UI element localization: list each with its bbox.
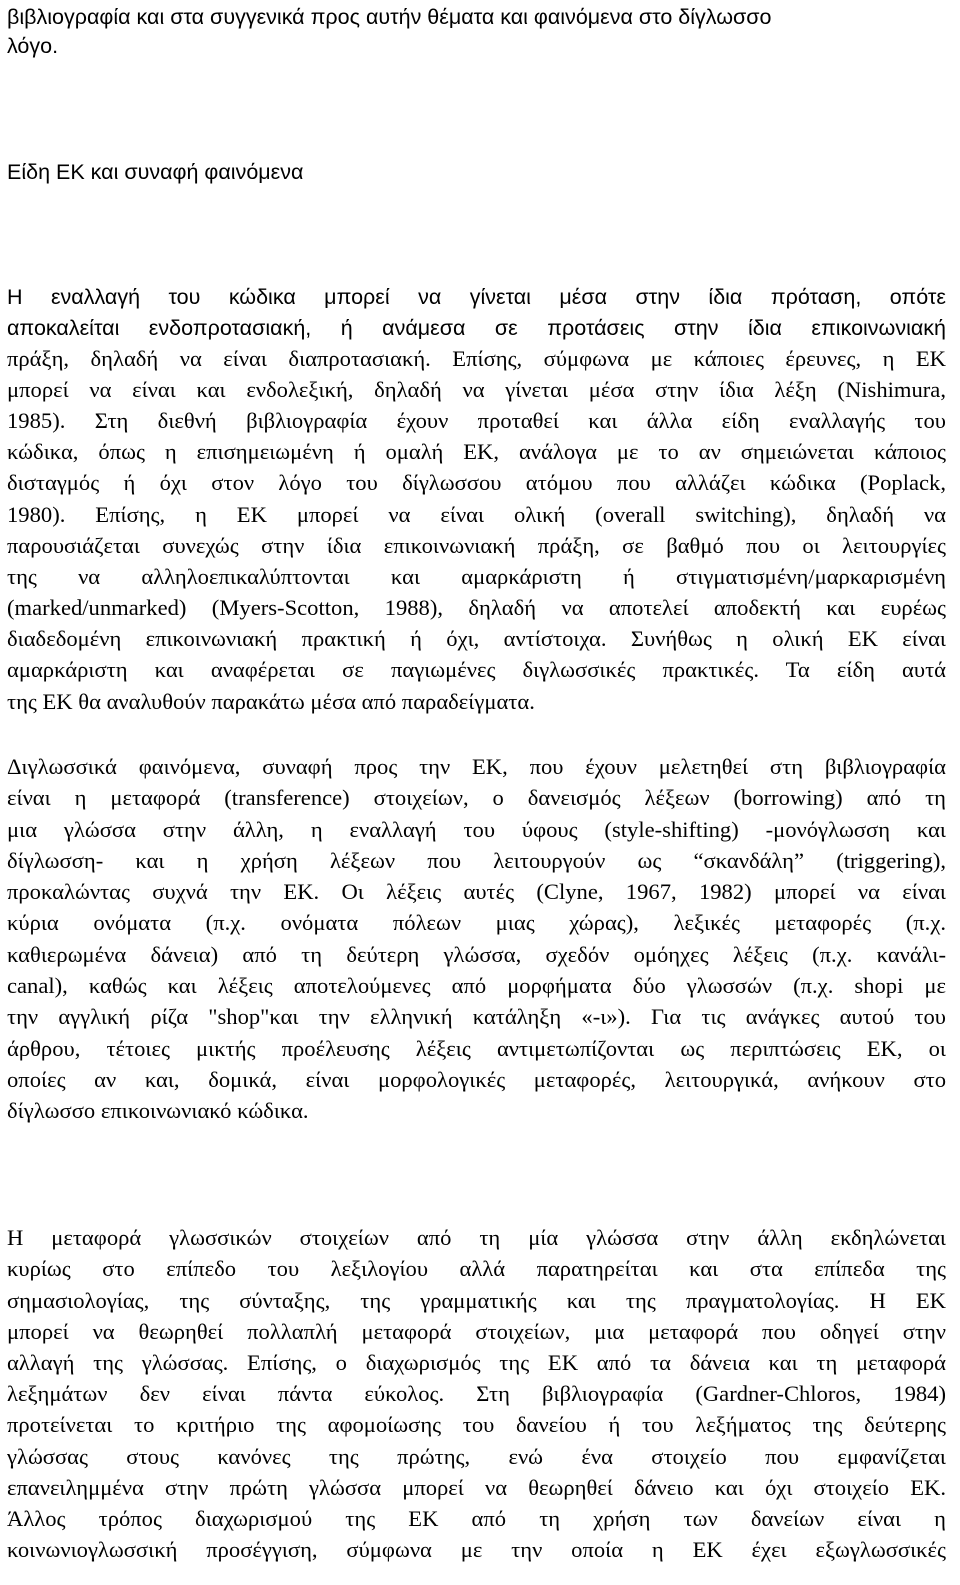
text-line: αμαρκάριστη και αναφέρεται σε παγιωμένες διγλωσσικές πρακτικές. Τα είδη αυτά: [7, 657, 946, 682]
text-line: άρθρου, τέτοιες μικτής προέλευσης λέξεις αντιμετωπίζονται ως περιπτώσεις ΕΚ, οι: [7, 1036, 946, 1061]
text-line: κυρίως στο επίπεδο του λεξιλογίου αλλά παρατηρείται και στα επίπεδα της: [7, 1256, 946, 1281]
text-line: σημασιολογίας, της σύνταξης, της γραμματικής και της πραγματολογίας. Η ΕΚ: [7, 1288, 946, 1313]
text-line: Άλλος τρόπος διαχωρισμού της ΕΚ από τη χρήση των δανείων είναι η: [7, 1506, 946, 1531]
text-line: δίγλωσση- και η χρήση λέξεων που λειτουργούν ως “σκανδάλη” (triggering),: [7, 848, 946, 873]
text-line: αποκαλείται ενδοπροτασιακή, ή ανάμεσα σε προτάσεις στην ίδια επικοινωνιακή: [7, 316, 946, 340]
text-line: κύρια ονόματα (π.χ. ονόματα πόλεων μιας χώρας), λεξικές μεταφορές (π.χ.: [7, 910, 946, 935]
text-line: της να αλληλοεπικαλύπτονται και αμαρκάριστη ή στιγματισμένη/μαρκαρισμένη: [7, 564, 946, 589]
text-line: προκαλώντας συχνά την ΕΚ. Οι λέξεις αυτές (Clyne, 1967, 1982) μπορεί να είναι: [7, 879, 946, 904]
text-line: αλλαγή της γλώσσας. Επίσης, ο διαχωρισμός της ΕΚ από τα δάνεια και τη μεταφορά: [7, 1350, 946, 1375]
text-line: (marked/unmarked) (Myers-Scotton, 1988), δηλαδή να αποτελεί αποδεκτή και ευρέως: [7, 595, 946, 620]
section-heading: Είδη ΕΚ και συναφή φαινόμενα: [7, 160, 304, 184]
text-line: canal), καθώς και λέξεις αποτελούμενες από μορφήματα δύο γλωσσών (π.χ. shopi με: [7, 973, 946, 998]
text-line: βιβλιογραφία και στα συγγενικά προς αυτήν θέματα και φαινόμενα στο δίγλωσσο: [7, 5, 772, 29]
text-line: επανειλημμένα στην πρώτη γλώσσα μπορεί να θεωρηθεί δάνειο και όχι στοιχείο ΕΚ.: [7, 1475, 946, 1500]
text-line: της ΕΚ θα αναλυθούν παρακάτω μέσα από παραδείγματα.: [7, 689, 535, 714]
text-line: καθιερωμένα δάνεια) από τη δεύτερη γλώσσα, σχεδόν ομόηχες λέξεις (π.χ. κανάλι-: [7, 942, 946, 967]
text-line: λόγο.: [7, 34, 59, 58]
text-line: οποίες αν και, δομικά, είναι μορφολογικές μεταφορές, λειτουργικά, ανήκουν στο: [7, 1067, 946, 1092]
text-line: μπορεί να θεωρηθεί πολλαπλή μεταφορά στοιχείων, μια μεταφορά που οδηγεί στην: [7, 1319, 946, 1344]
text-line: Η μεταφορά γλωσσικών στοιχείων από τη μία γλώσσα στην άλλη εκδηλώνεται: [7, 1225, 946, 1250]
text-line: λεξημάτων δεν είναι πάντα εύκολος. Στη βιβλιογραφία (Gardner-Chloros, 1984): [7, 1381, 946, 1406]
text-line: την αγγλική ρίζα "shop"και την ελληνική κατάληξη «-ι»). Για τις ανάγκες αυτού του: [7, 1004, 946, 1029]
text-line: γλώσσας στους κανόνες της πρώτης, ενώ ένα στοιχείο που εμφανίζεται: [7, 1444, 946, 1469]
text-line: κοινωνιογλωσσική προσέγγιση, σύμφωνα με την οποία η ΕΚ έχει εξωγλωσσικές: [7, 1537, 946, 1562]
text-line: δίγλωσσο επικοινωνιακό κώδικα.: [7, 1098, 309, 1123]
text-line: Η εναλλαγή του κώδικα μπορεί να γίνεται μέσα στην ίδια πρόταση, οπότε: [7, 285, 946, 309]
text-line: διαδεδομένη επικοινωνιακή πρακτική ή όχι, αντίστοιχα. Συνήθως η ολική ΕΚ είναι: [7, 626, 946, 651]
text-line: μια γλώσσα στην άλλη, η εναλλαγή του ύφους (style-shifting) -μονόγλωσση και: [7, 817, 946, 842]
text-line: 1985). Στη διεθνή βιβλιογραφία έχουν προταθεί και άλλα είδη εναλλαγής του: [7, 408, 946, 433]
text-line: 1980). Επίσης, η ΕΚ μπορεί να είναι ολική (overall switching), δηλαδή να: [7, 502, 946, 527]
text-line: πράξη, δηλαδή να είναι διαπροτασιακή. Επίσης, σύμφωνα με κάποιες έρευνες, η ΕΚ: [7, 346, 946, 371]
text-line: προτείνεται το κριτήριο της αφομοίωσης του δανείου ή του λεξήματος της δεύτερης: [7, 1412, 946, 1437]
text-line: μπορεί να είναι και ενδολεξική, δηλαδή να γίνεται μέσα στην ίδια λέξη (Nishimura,: [7, 377, 946, 402]
text-line: Διγλωσσικά φαινόμενα, συναφή προς την ΕΚ, που έχουν μελετηθεί στη βιβλιογραφία: [7, 754, 946, 779]
text-line: είναι η μεταφορά (transference) στοιχείων, ο δανεισμός λέξεων (borrowing) από τη: [7, 785, 946, 810]
text-line: παρουσιάζεται συνεχώς στην ίδια επικοινωνιακή πράξη, σε βαθμό που οι λειτουργίες: [7, 533, 946, 558]
text-line: κώδικα, όπως η επισημειωμένη ή ομαλή ΕΚ, ανάλογα με το αν σημειώνεται κάποιος: [7, 439, 946, 464]
text-line: δισταγμός ή όχι στον λόγο του δίγλωσσου ατόμου που αλλάζει κώδικα (Poplack,: [7, 470, 946, 495]
